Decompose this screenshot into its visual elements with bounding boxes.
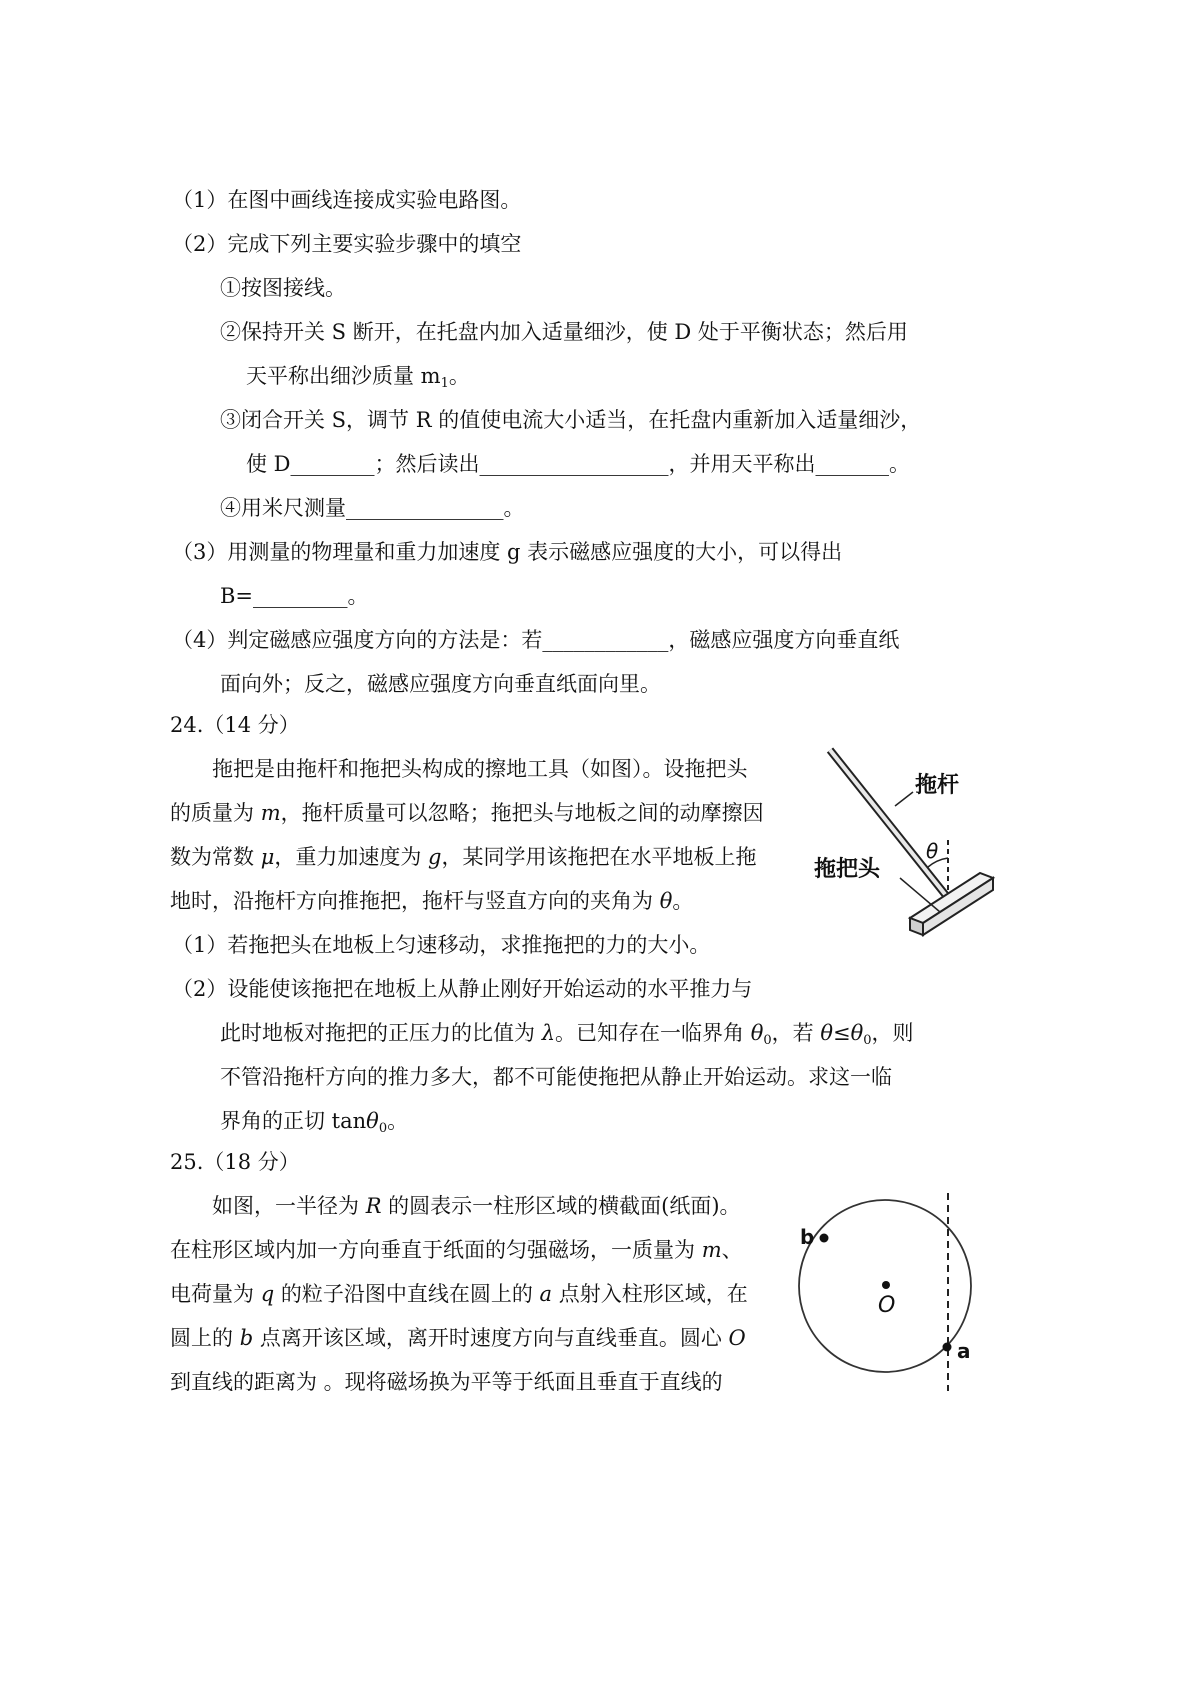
var-theta: θ: [750, 1021, 764, 1045]
text: 此时地板对拖把的正压力的比值为: [220, 1021, 542, 1045]
label-head: 拖把头: [814, 857, 881, 882]
var-O: O: [728, 1326, 746, 1350]
q23-step3-line2: 使 D________；然后读出__________________，并用天平称出_______。: [246, 452, 911, 476]
step2-end: 。: [448, 364, 470, 388]
text: 。已知存在一临界角: [555, 1021, 751, 1045]
mop-figure: [800, 740, 1010, 955]
q23-step4: ④用米尺测量_______________。: [220, 496, 525, 520]
q23-step3-line1: ③闭合开关 S，调节 R 的值使电流大小适当，在托盘内重新加入适量细沙，: [220, 408, 922, 432]
text: ，则: [871, 1021, 914, 1045]
q25-para-line3: [170, 1279, 748, 1309]
var-mu: μ: [260, 845, 275, 869]
step2-subscript: 1: [440, 376, 449, 391]
q25-para-line1: [212, 1191, 741, 1221]
text: 。: [672, 889, 694, 913]
text: 的圆表示一柱形区域的横截面(纸面)。: [381, 1194, 741, 1218]
text: 在柱形区域内加一方向垂直于纸面的匀强磁场，一质量为: [170, 1238, 702, 1262]
q23-part3-line1: （3）用测量的物理量和重力加速度 g 表示磁感应强度的大小，可以得出: [172, 540, 843, 564]
text: ，拖杆质量可以忽略；拖把头与地板之间的动摩擦因: [280, 801, 764, 825]
q23-step2-line1: ②保持开关 S 断开，在托盘内加入适量细沙，使 D 处于平衡状态；然后用: [220, 320, 908, 344]
q23-part1: （1）在图中画线连接成实验电路图。: [172, 188, 522, 212]
q24-part2-line2: [220, 1018, 914, 1048]
var-R: R: [365, 1194, 382, 1218]
text: 电荷量为: [170, 1282, 261, 1306]
q23-step1: ①按图接线。: [220, 276, 346, 300]
point-b: [820, 1234, 829, 1243]
text: 数为常数: [170, 845, 261, 869]
var-theta: θ: [850, 1021, 864, 1045]
var-theta: θ: [366, 1109, 379, 1133]
q24-part2-line3: 不管沿拖杆方向的推力多大，都不可能使拖把从静止开始运动。求这一临: [220, 1065, 892, 1089]
circle-figure: [790, 1185, 990, 1395]
label-O: O: [878, 1293, 896, 1318]
q24-part1: （1）若拖把头在地板上匀速移动，求推拖把的力的大小。: [172, 933, 711, 957]
text: 点离开该区域，离开时速度方向与直线垂直。圆心: [253, 1326, 729, 1350]
label-theta: θ: [926, 839, 939, 863]
text: 、: [721, 1238, 743, 1262]
text: 如图，一半径为: [212, 1194, 366, 1218]
q25-header: 25.（18 分）: [170, 1150, 300, 1174]
q25-para-line5: 到直线的距离为 。现将磁场换为平等于纸面且垂直于直线的: [170, 1370, 723, 1394]
q24-para-line4: [170, 886, 693, 916]
text: 点射入柱形区域，在: [552, 1282, 748, 1306]
text: ，重力加速度为: [274, 845, 429, 869]
text: ，某同学用该拖把在水平地板上拖: [441, 845, 757, 869]
var-theta: θ: [820, 1021, 833, 1045]
subscript: 0: [378, 1121, 388, 1136]
text: 。: [387, 1109, 409, 1133]
q25-para-line4: [170, 1323, 746, 1353]
subscript: 0: [763, 1033, 772, 1048]
q23-part4-line1: （4）判定磁感应强度方向的方法是：若____________，磁感应强度方向垂直纸: [172, 628, 900, 652]
var-q: q: [260, 1282, 275, 1306]
var-m: m: [260, 801, 281, 825]
q23-part4-line2: 面向外；反之，磁感应强度方向垂直纸面向里。: [220, 672, 661, 696]
text: 地时，沿拖杆方向推拖把，拖杆与竖直方向的夹角为: [170, 889, 660, 913]
q24-para-line2: [170, 798, 764, 828]
text: ，若: [771, 1021, 821, 1045]
text: 的粒子沿图中直线在圆上的: [274, 1282, 540, 1306]
subscript: 0: [863, 1033, 872, 1048]
var-m: m: [701, 1238, 722, 1262]
label-rod: 拖杆: [915, 773, 960, 798]
le-sign: ≤: [832, 1021, 851, 1045]
text: 界角的正切 tan: [220, 1109, 367, 1133]
q24-para-line1: 拖把是由拖杆和拖把头构成的擦地工具（如图）。设拖把头: [212, 757, 748, 781]
q25-para-line2: [170, 1235, 743, 1265]
q23-part2: （2）完成下列主要实验步骤中的填空: [172, 232, 522, 256]
var-lambda: λ: [541, 1021, 555, 1045]
q24-part2-line1: （2）设能使该拖把在地板上从静止刚好开始运动的水平推力与: [172, 977, 753, 1001]
q24-part2-line4: [220, 1106, 408, 1136]
label-a: a: [957, 1339, 971, 1363]
label-b: b: [800, 1225, 815, 1249]
point-a: [943, 1343, 952, 1352]
rod-leader-line: [895, 792, 913, 806]
var-g: g: [428, 845, 442, 869]
q24-header: 24.（14 分）: [170, 713, 300, 737]
q23-step2-line2: [246, 361, 470, 391]
step2-text: 天平称出细沙质量 m: [246, 364, 441, 388]
var-theta: θ: [659, 889, 673, 913]
var-a: a: [539, 1282, 553, 1306]
point-O: [882, 1281, 890, 1289]
var-b: b: [239, 1326, 254, 1350]
q23-part3-line2: B=_________。: [220, 584, 369, 608]
q24-para-line3: [170, 842, 756, 872]
text: 的质量为: [170, 801, 261, 825]
text: 圆上的: [170, 1326, 240, 1350]
